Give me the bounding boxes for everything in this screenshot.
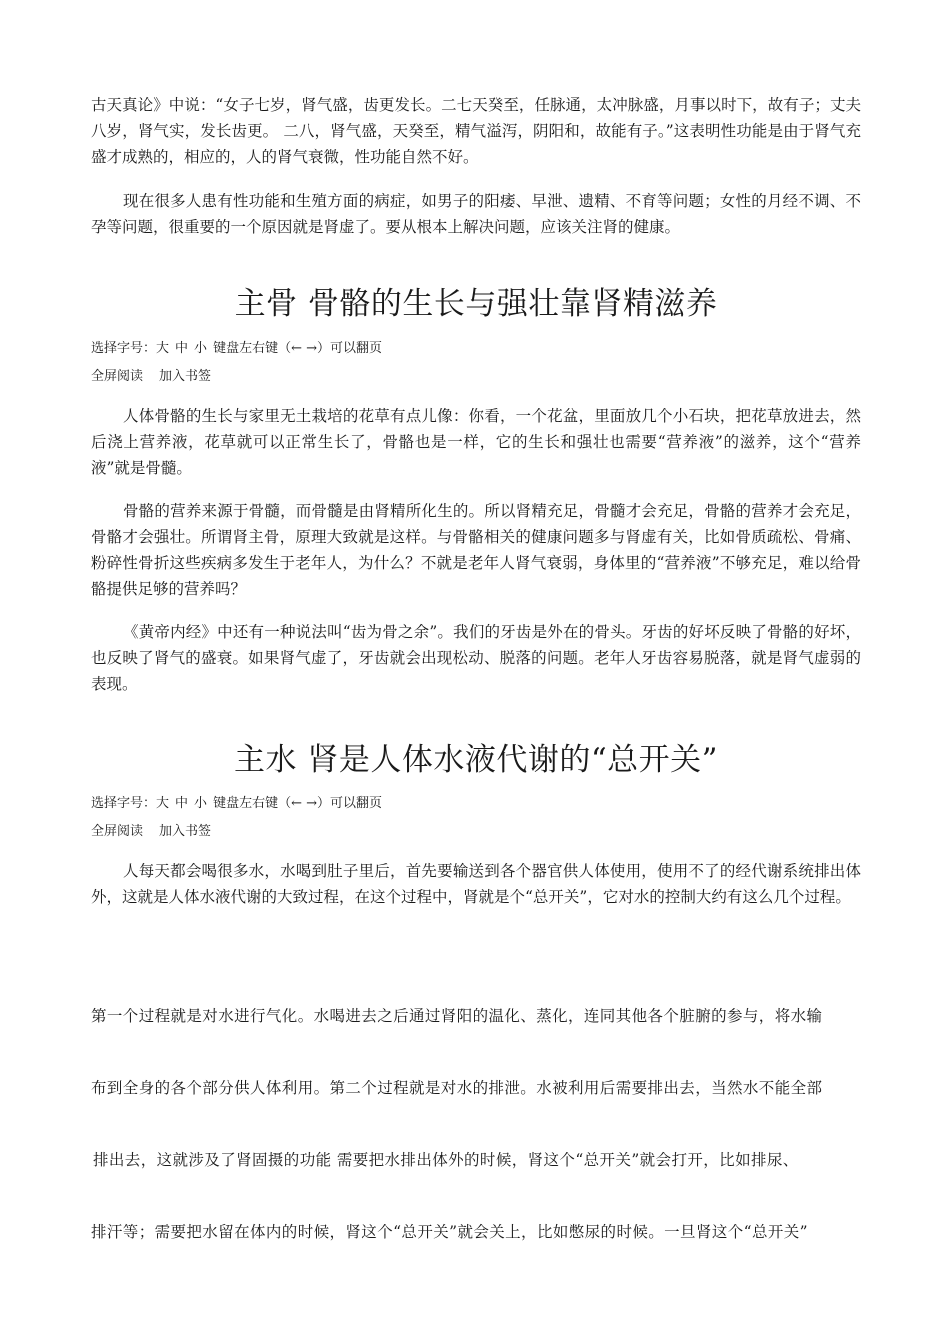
- intro-paragraph-2: 现在很多人患有性功能和生殖方面的病症，如男子的阳痿、早泄、遗精、不育等问题；女性的月经不调、不孕等问题，很重要的一个原因就是肾虚了。要从根本上解决问题，应该关注肾的健康。: [91, 192, 861, 236]
- font-size-selector: [91, 337, 861, 361]
- section-title-water: 主水 肾是人体水液代谢的“总开关”: [233, 742, 719, 778]
- page-turn-hint: 键盘左右键（← →）可以翻页: [213, 341, 382, 356]
- fullscreen-read-link[interactable]: 全屏阅读: [91, 824, 144, 839]
- reader-actions: [91, 365, 861, 389]
- water-line-3: 排出去，这就涉及了肾固摄的功能 需要把水排出体外的时候，肾这个“总开关”就会打开，比如排尿、: [93, 1151, 799, 1169]
- bones-paragraph-3: 《黄帝内经》中还有一种说法叫“齿为骨之余”。我们的牙齿是外在的骨头。牙齿的好坏反映了骨骼的好坏，也反映了肾气的盛衰。如果肾气虚了，牙齿就会出现松动、脱落的问题。老年人牙齿容易脱落，就是肾气虚弱的表现。: [91, 623, 861, 693]
- bones-paragraph-1: 人体骨骼的生长与家里无土栽培的花草有点儿像：你看，一个花盆，里面放几个小石块，把花草放进去，然后浇上营养液，花草就可以正常生长了，骨骼也是一样，它的生长和强壮也需要“营养液”的滋养，这个“营养液”就是骨髓。: [91, 407, 861, 477]
- font-size-medium-link[interactable]: 中: [175, 796, 189, 811]
- water-line-1: 第一个过程就是对水进行气化。水喝进去之后通过肾阳的温化、蒸化，连同其他各个脏腑的参与，将水输: [91, 1007, 823, 1025]
- font-size-large-link[interactable]: 大: [156, 341, 170, 356]
- water-paragraph-1: 人每天都会喝很多水，水喝到肚子里后，首先要输送到各个器官供人体使用，使用不了的经代谢系统排出体外，这就是人体水液代谢的大致过程，在这个过程中，肾就是个“总开关”，它对水的控制大约有这么几个过程。: [91, 862, 861, 906]
- intro-paragraph-1: 古天真论》中说：“女子七岁，肾气盛，齿更发长。二七天癸至，任脉通，太冲脉盛，月事以时下，故有子；丈夫八岁，肾气实，发长齿更。 二八，肾气盛，天癸至，精气溢泻，阴阳和，故能有子。”这表明性功能是由于肾气充盛才成熟的，相应的，人的肾气衰微，性功能自然不好。: [91, 96, 861, 166]
- page-turn-hint: 键盘左右键（← →）可以翻页: [213, 796, 382, 811]
- reader-actions-2: [91, 820, 861, 844]
- water-line-4: 排汗等；需要把水留在体内的时候，肾这个“总开关”就会关上，比如憋尿的时候。一旦肾这个“总开关”: [91, 1223, 808, 1241]
- fullscreen-read-link[interactable]: 全屏阅读: [91, 369, 144, 384]
- add-bookmark-link[interactable]: 加入书签: [159, 369, 212, 384]
- font-size-small-link[interactable]: 小: [194, 341, 208, 356]
- font-size-medium-link[interactable]: 中: [175, 341, 189, 356]
- section-title-bones: 主骨 骨骼的生长与强壮靠肾精滋养: [234, 286, 718, 322]
- font-size-large-link[interactable]: 大: [156, 796, 170, 811]
- water-line-2: 布到全身的各个部分供人体利用。第二个过程就是对水的排泄。水被利用后需要排出去，当然水不能全部: [91, 1079, 823, 1097]
- bones-paragraph-2: 骨骼的营养来源于骨髓，而骨髓是由肾精所化生的。所以肾精充足，骨髓才会充足，骨骼的营养才会充足，骨骼才会强壮。所谓肾主骨，原理大致就是这样。与骨骼相关的健康问题多与肾虚有关，比如骨质疏松、骨痛、粉碎性骨折这些疾病多发生于老年人，为什么？不就是老年人肾气衰弱，身体里的“营养液”不够充足，难以给骨骼提供足够的营养吗？: [91, 502, 861, 598]
- font-size-small-link[interactable]: 小: [194, 796, 208, 811]
- font-size-label: 选择字号：: [91, 796, 157, 811]
- add-bookmark-link[interactable]: 加入书签: [159, 824, 212, 839]
- font-size-selector-2: [91, 792, 861, 816]
- font-size-label: 选择字号：: [91, 341, 157, 356]
